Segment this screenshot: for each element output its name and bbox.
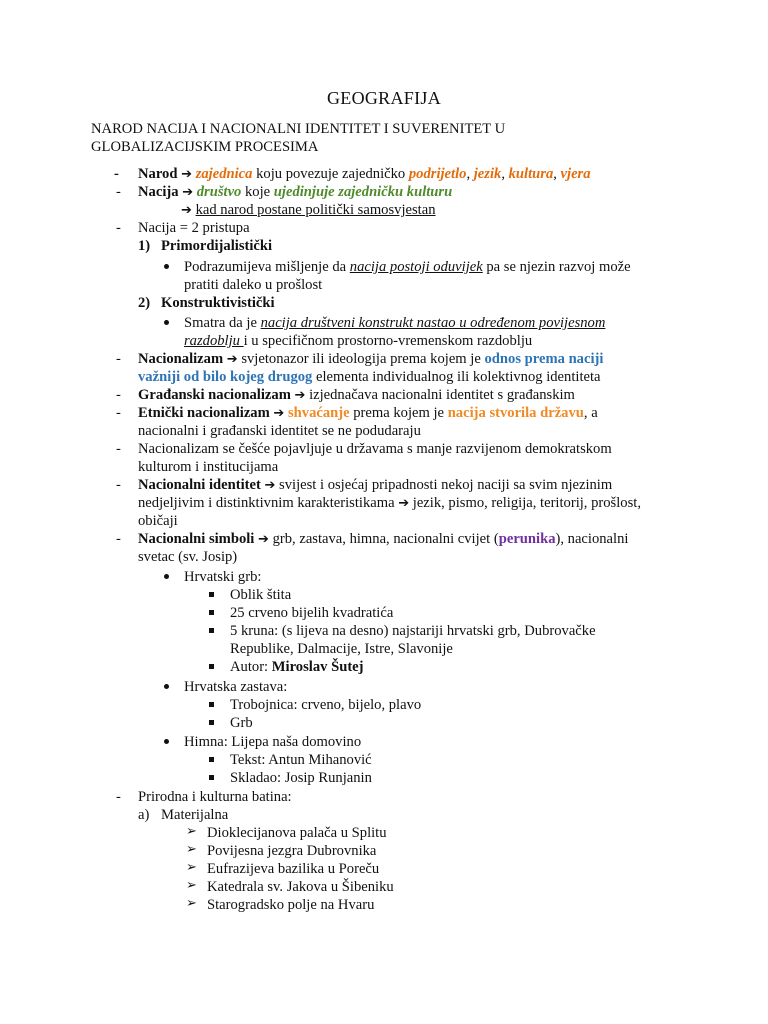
list-dash: - — [116, 387, 121, 403]
zastava-item: Trobojnica: crveno, bijelo, plavo — [230, 697, 422, 713]
heritage-item: Dioklecijanova palača u Splitu — [207, 825, 387, 841]
bullet-dot-icon — [164, 739, 169, 744]
list-dash: - — [116, 441, 121, 457]
arrow-icon: ➔ — [273, 406, 285, 421]
heritage-item: Povijesna jezgra Dubrovnika — [207, 843, 377, 859]
identitet-line — [138, 476, 612, 495]
approach-2-text — [184, 314, 605, 332]
list-dash: - — [114, 166, 119, 182]
grb-item-cont: Republike, Dalmacije, Istre, Slavonije — [230, 641, 453, 657]
text: nedjeljivim i distinktivnim karakteristikama — [138, 495, 399, 511]
identitet-line-end: običaji — [138, 513, 178, 529]
square-bullet-icon — [209, 592, 214, 597]
gradanski-line — [138, 386, 575, 405]
term-ujedinjuje: ujedinjuje zajedničku kulturu — [273, 184, 453, 200]
square-bullet-icon — [209, 610, 214, 615]
zastava-item: Grb — [230, 715, 253, 731]
author-name: Miroslav Šutej — [271, 659, 364, 675]
list-dash: - — [116, 477, 121, 493]
term-underlined: razdoblju — [184, 333, 244, 349]
etnicki-line-cont: nacionalni i građanski identitet se ne podudaraju — [138, 423, 421, 439]
bullet-dot-icon — [164, 320, 169, 325]
nacija-definition: kad narod postane politički samosvjestan — [195, 202, 436, 218]
list-dash: - — [116, 220, 121, 236]
arrow-icon: ➔ — [226, 352, 238, 367]
chevron-right-icon: ➢ — [186, 824, 197, 839]
comma: , — [466, 166, 474, 182]
nacija-label: Nacija — [138, 184, 179, 200]
comma: , — [553, 166, 561, 182]
arrow-icon: ➔ — [398, 496, 410, 511]
grb-item: 25 crveno bijelih kvadratića — [230, 605, 394, 621]
term-orange: nacija stvorila državu — [447, 405, 584, 421]
heritage-item: Eufrazijeva bazilika u Poreču — [207, 861, 380, 877]
term-podrijetlo: podrijetlo — [408, 166, 467, 182]
square-bullet-icon — [209, 757, 214, 762]
arrow-icon: ➔ — [264, 478, 276, 493]
zastava-label: Hrvatska zastava: — [184, 679, 288, 695]
bullet-dot-icon — [164, 264, 169, 269]
heritage-item: Katedrala sv. Jakova u Šibeniku — [207, 879, 394, 895]
narod-line — [138, 165, 591, 184]
text: ), nacionalni — [555, 531, 629, 547]
square-bullet-icon — [209, 720, 214, 725]
term-orange: shvaćanje — [287, 405, 350, 421]
approach-number: 1) — [138, 238, 151, 254]
arrow-icon: ➔ — [258, 532, 269, 547]
etnicki-line — [138, 404, 598, 423]
square-bullet-icon — [209, 702, 214, 707]
list-dash: - — [116, 351, 121, 367]
nacionalizam-line — [138, 350, 603, 369]
term-underlined: nacija postoji oduvijek — [349, 259, 483, 275]
cesce-line: Nacionalizam se češće pojavljuje u državama s manje razvijenom demokratskom — [138, 441, 612, 457]
page-title: GEOGRAFIJA — [326, 88, 441, 108]
text: Podrazumijeva mišljenje da — [184, 259, 350, 275]
grb-item: 5 kruna: (s lijeva na desno) najstariji hrvatski grb, Dubrovačke — [230, 623, 596, 639]
himna-label: Himna: Lijepa naša domovino — [184, 734, 362, 750]
term-kultura: kultura — [508, 166, 554, 182]
list-dash: - — [116, 531, 121, 547]
approach-2-label: Konstruktivistički — [161, 295, 275, 311]
chevron-right-icon: ➢ — [186, 896, 197, 911]
list-dash: - — [116, 405, 121, 421]
term-jezik: jezik — [473, 166, 502, 182]
nacija-line — [138, 183, 452, 202]
approach-1-text — [184, 258, 631, 276]
text: Smatra da je — [184, 315, 261, 331]
approach-1-text-cont: pratiti daleko u prošlost — [184, 277, 323, 293]
text: , a — [583, 405, 598, 421]
text: pa se njezin razvoj može — [482, 259, 631, 275]
grb-item — [230, 658, 364, 676]
text: jezik, pismo, religija, teritorij, prošlost, — [409, 495, 641, 511]
approach-1-label: Primordijalistički — [161, 238, 273, 254]
text: grb, zastava, himna, nacionalni cvijet ( — [268, 531, 499, 547]
chevron-right-icon: ➢ — [186, 860, 197, 875]
batina-sub-label: Materijalna — [161, 807, 229, 823]
page-subtitle: NAROD NACIJA I NACIONALNI IDENTITET I SUVERENITET U GLOBALIZACIJSKIM PROCESIMA — [91, 121, 506, 155]
nacija-subline — [181, 201, 436, 220]
arrow-icon: ➔ — [181, 167, 193, 182]
heritage-item: Starogradsko polje na Hvaru — [207, 897, 375, 913]
text: Autor: — [230, 659, 272, 675]
arrow-icon: ➔ — [294, 388, 306, 403]
bullet-dot-icon — [164, 684, 169, 689]
himna-item: Skladao: Josip Runjanin — [230, 770, 372, 786]
himna-item: Tekst: Antun Mihanović — [230, 752, 372, 768]
arrow-icon: ➔ — [182, 185, 194, 200]
list-dash: - — [116, 184, 121, 200]
batina-label: Prirodna i kulturna batina: — [138, 789, 292, 805]
etnicki-label: Etnički nacionalizam — [138, 405, 270, 421]
grb-label: Hrvatski grb: — [184, 569, 262, 585]
chevron-right-icon: ➢ — [186, 842, 197, 857]
text: prema kojem je — [349, 405, 448, 421]
simboli-line — [138, 530, 628, 549]
text: i u specifičnom prostorno-vremenskom razdoblju — [243, 333, 533, 349]
term-zajednica: zajednica — [195, 166, 253, 182]
nacija-text: koje — [241, 184, 274, 200]
term-vjera: vjera — [560, 166, 591, 182]
narod-text: koju povezuje zajedničko — [252, 166, 409, 182]
term-blue: odnos prema naciji — [484, 351, 604, 367]
simboli-label: Nacionalni simboli — [138, 531, 255, 547]
bullet-dot-icon — [164, 574, 169, 579]
pristupa-line: Nacija = 2 pristupa — [138, 220, 250, 236]
nacionalizam-label: Nacionalizam — [138, 351, 224, 367]
identitet-line-cont — [138, 494, 641, 513]
batina-sub-number: a) — [138, 807, 150, 823]
arrow-icon: ➔ — [181, 203, 192, 218]
square-bullet-icon — [209, 775, 214, 780]
square-bullet-icon — [209, 628, 214, 633]
narod-label: Narod — [138, 166, 178, 182]
text: svijest i osjećaj pripadnosti nekoj naciji sa svim njezinim — [275, 477, 613, 493]
comma: , — [501, 166, 509, 182]
chevron-right-icon: ➢ — [186, 878, 197, 893]
cesce-line-cont: kulturom i institucijama — [138, 459, 279, 475]
term-blue: važniji od bilo kojeg drugog — [138, 369, 313, 385]
identitet-label: Nacionalni identitet — [138, 477, 261, 493]
text: izjednačava nacionalni identitet s građanskim — [305, 387, 575, 403]
gradanski-label: Građanski nacionalizam — [138, 387, 291, 403]
grb-item: Oblik štita — [230, 587, 292, 603]
term-perunika: perunika — [498, 531, 556, 547]
square-bullet-icon — [209, 664, 214, 669]
list-dash: - — [116, 789, 121, 805]
term-drustvo: društvo — [196, 184, 242, 200]
approach-number: 2) — [138, 295, 151, 311]
nacionalizam-line-cont — [138, 368, 601, 386]
term-underlined: nacija društveni konstrukt nastao u određenom povijesnom — [260, 315, 606, 331]
text: svjetonazor ili ideologija prema kojem je — [237, 351, 485, 367]
text: elementa individualnog ili kolektivnog identiteta — [312, 369, 601, 385]
approach-2-text-cont — [184, 332, 532, 350]
simboli-line-cont: svetac (sv. Josip) — [138, 549, 238, 565]
